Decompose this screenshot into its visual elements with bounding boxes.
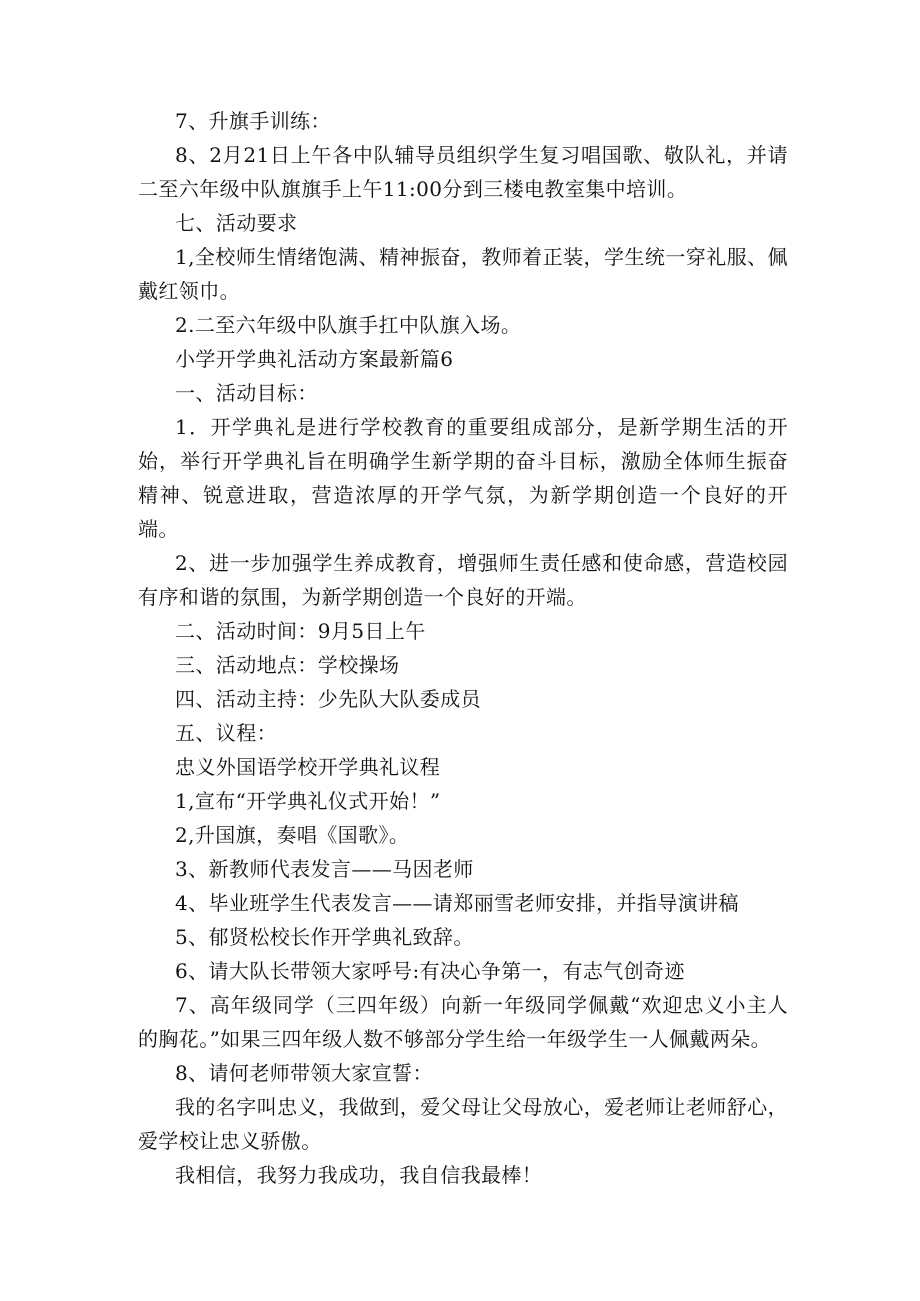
paragraph: 1．开学典礼是进行学校教育的重要组成部分，是新学期生活的开始，举行开学典礼旨在明确学生新学期的奋斗目标，激励全体师生振奋精神、锐意进取，营造浓厚的开学气氛，为新学期创造一个良好的开端。 bbox=[138, 415, 788, 541]
section-heading: 四、活动主持：少先队大队委成员 bbox=[175, 687, 481, 711]
oath-text: 我相信，我努力我成功，我自信我最棒！ bbox=[175, 1163, 543, 1187]
section-heading: 一、活动目标： bbox=[175, 381, 318, 405]
agenda-item: 8、请何老师带领大家宣誓： bbox=[175, 1061, 433, 1085]
agenda-item: 2,升国旗，奏唱《国歌》。 bbox=[175, 823, 410, 847]
document-body bbox=[138, 104, 788, 1192]
section-heading: 三、活动地点：学校操场 bbox=[175, 653, 400, 677]
agenda-item: 1,宣布“开学典礼仪式开始！” bbox=[175, 789, 441, 813]
paragraph: 2.二至六年级中队旗手扛中队旗入场。 bbox=[175, 313, 522, 337]
paragraph: 8、2月21日上午各中队辅导员组织学生复习唱国歌、敬队礼，并请二至六年级中队旗旗手上午11:00分到三楼电教室集中培训。 bbox=[138, 143, 788, 201]
section-heading: 五、议程： bbox=[175, 721, 277, 745]
article-title: 小学开学典礼活动方案最新篇6 bbox=[175, 347, 454, 371]
agenda-item: 3、新教师代表发言——马因老师 bbox=[175, 857, 474, 881]
agenda-item: 5、郁贤松校长作开学典礼致辞。 bbox=[175, 925, 474, 949]
paragraph: 2、进一步加强学生养成教育，增强师生责任感和使命感，营造校园有序和谐的氛围，为新学期创造一个良好的开端。 bbox=[138, 551, 788, 609]
paragraph: 7、升旗手训练： bbox=[175, 109, 331, 133]
section-heading: 七、活动要求 bbox=[175, 211, 298, 235]
agenda-item: 6、请大队长带领大家呼号:有决心争第一，有志气创奇迹 bbox=[175, 959, 685, 983]
agenda-item: 4、毕业班学生代表发言——请郑丽雪老师安排，并指导演讲稿 bbox=[175, 891, 739, 915]
oath-text: 我的名字叫忠义，我做到，爱父母让父母放心，爱老师让老师舒心，爱学校让忠义骄傲。 bbox=[138, 1095, 788, 1153]
section-heading: 二、活动时间：9月5日上午 bbox=[175, 619, 426, 643]
paragraph: 1,全校师生情绪饱满、精神振奋，教师着正装，学生统一穿礼服、佩戴红领巾。 bbox=[138, 245, 788, 303]
agenda-title: 忠义外国语学校开学典礼议程 bbox=[175, 755, 441, 779]
agenda-item: 7、高年级同学（三四年级）向新一年级同学佩戴“欢迎忠义小主人的胸花。”如果三四年级人数不够部分学生给一年级学生一人佩戴两朵。 bbox=[138, 993, 788, 1051]
